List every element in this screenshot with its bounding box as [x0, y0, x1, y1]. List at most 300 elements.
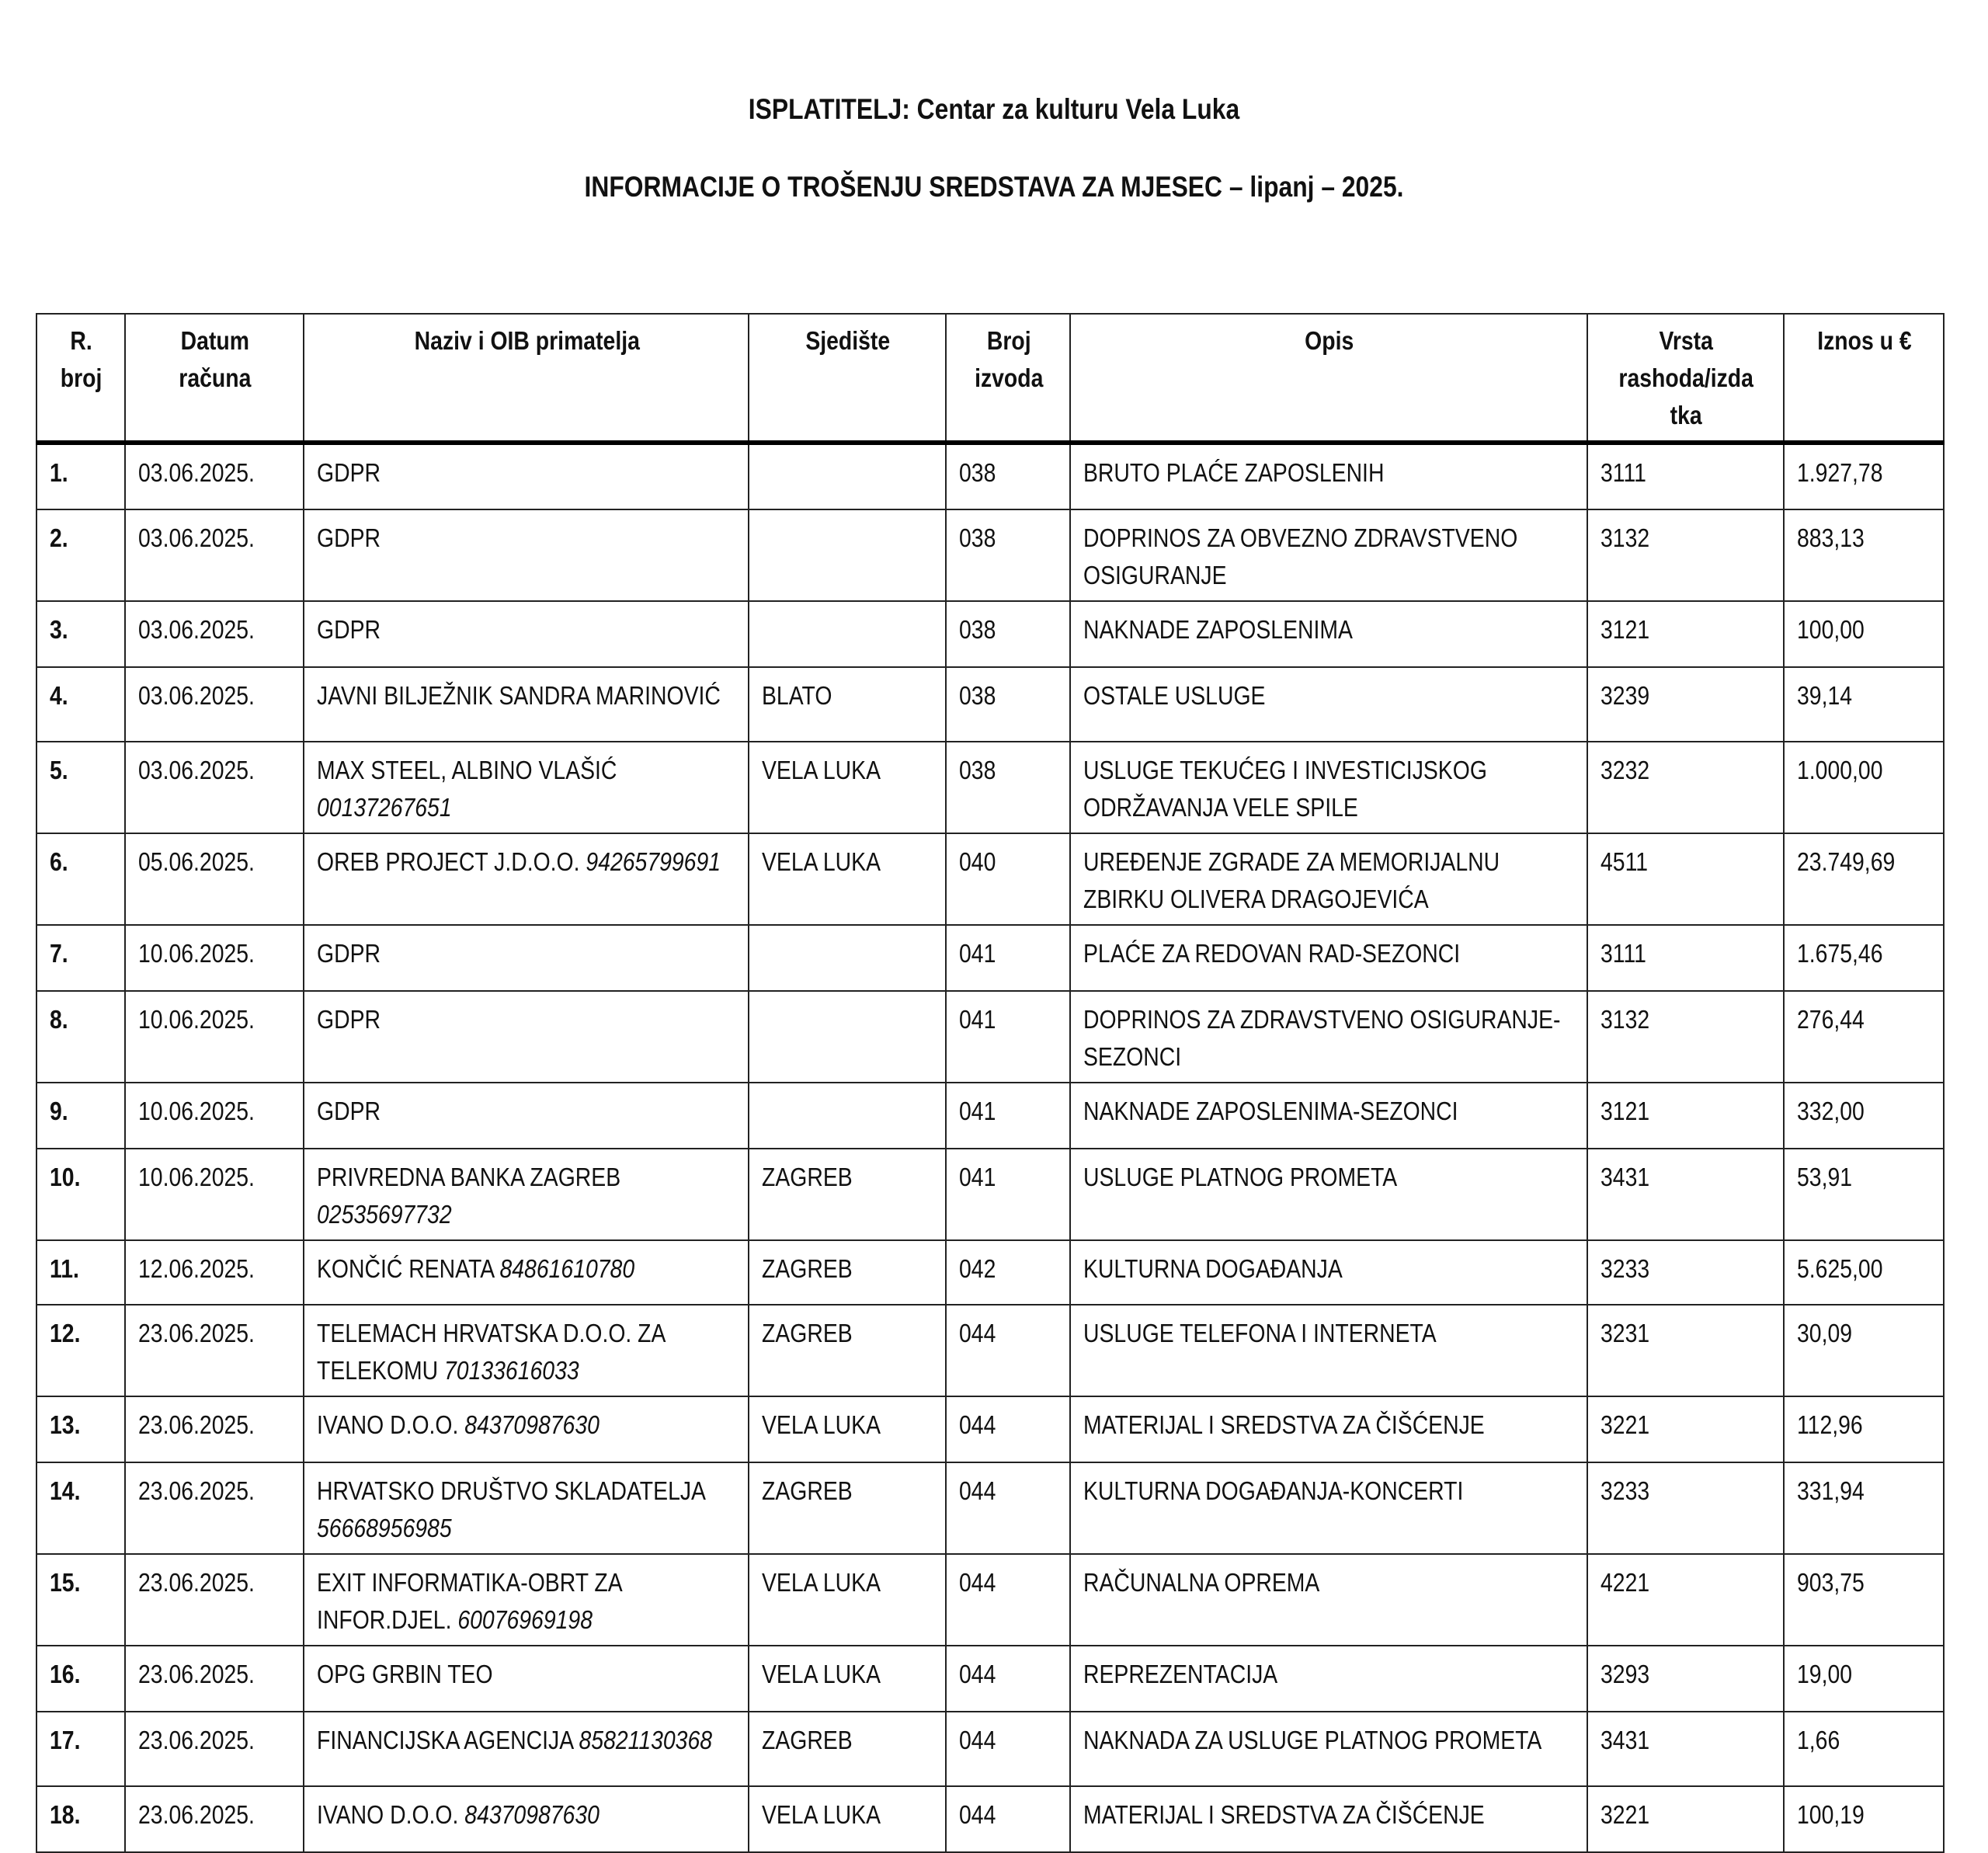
invoice-date-text: 05.06.2025.	[138, 847, 255, 876]
statement-number-text: 044	[959, 1726, 996, 1754]
amount	[1784, 1149, 1944, 1240]
recipient-name: OPG GRBIN TEO	[317, 1660, 493, 1688]
row-number	[36, 1462, 125, 1554]
recipient-name: OREB PROJECT J.D.O.O.	[317, 847, 580, 876]
statement-number	[946, 1149, 1070, 1240]
amount-text: 1.927,78	[1797, 458, 1883, 487]
invoice-date-text: 23.06.2025.	[138, 1476, 255, 1505]
amount-text: 112,96	[1797, 1410, 1863, 1439]
amount	[1784, 1240, 1944, 1305]
description-text: USLUGE TELEFONA I INTERNETA	[1083, 1319, 1437, 1347]
description	[1070, 1462, 1587, 1554]
description-text: PLAĆE ZA REDOVAN RAD-SEZONCI	[1083, 939, 1461, 968]
amount-text: 883,13	[1797, 523, 1865, 552]
invoice-date-text: 03.06.2025.	[138, 681, 255, 710]
recipient	[304, 1396, 749, 1462]
amount-text: 39,14	[1797, 681, 1853, 710]
row-number	[36, 601, 125, 667]
recipient-name: GDPR	[317, 939, 381, 968]
amount-text: 1.000,00	[1797, 756, 1883, 784]
amount-text: 53,91	[1797, 1163, 1853, 1191]
recipient	[304, 991, 749, 1083]
expense-type	[1587, 1396, 1784, 1462]
row-number	[36, 1149, 125, 1240]
expense-type	[1587, 1083, 1784, 1149]
invoice-date-text: 23.06.2025.	[138, 1660, 255, 1688]
recipient	[304, 667, 749, 742]
row-number	[36, 443, 125, 509]
recipient	[304, 1786, 749, 1852]
expense-type-text: 3293	[1600, 1660, 1650, 1688]
table-header-row	[36, 314, 1944, 443]
expense-type	[1587, 1149, 1784, 1240]
statement-number-text: 040	[959, 847, 996, 876]
expense-type	[1587, 833, 1784, 925]
table-row	[36, 742, 1944, 833]
seat-text: VELA LUKA	[762, 1660, 881, 1688]
table-row	[36, 991, 1944, 1083]
recipient	[304, 1646, 749, 1712]
table-row	[36, 1462, 1944, 1554]
description-text: REPREZENTACIJA	[1083, 1660, 1278, 1688]
row-number-text: 4.	[50, 681, 68, 710]
row-number	[36, 667, 125, 742]
invoice-date	[125, 601, 304, 667]
amount	[1784, 833, 1944, 925]
amount-text: 19,00	[1797, 1660, 1853, 1688]
description	[1070, 742, 1587, 833]
statement-number	[946, 1396, 1070, 1462]
expense-type-text: 3233	[1600, 1476, 1650, 1505]
seat	[749, 1786, 946, 1852]
invoice-date	[125, 443, 304, 509]
seat	[749, 1554, 946, 1646]
col-header-amount	[1784, 314, 1944, 443]
row-number-text: 11.	[50, 1254, 79, 1283]
invoice-date	[125, 991, 304, 1083]
row-number	[36, 1305, 125, 1396]
col-header-recipient	[304, 314, 749, 443]
seat	[749, 509, 946, 601]
recipient-oib: 00137267651	[317, 793, 452, 822]
recipient	[304, 1149, 749, 1240]
seat-text: VELA LUKA	[762, 847, 881, 876]
recipient	[304, 1554, 749, 1646]
statement-number	[946, 601, 1070, 667]
seat	[749, 601, 946, 667]
col-header-statement-number	[946, 314, 1070, 443]
header-line: tka	[1670, 401, 1703, 429]
invoice-date-text: 23.06.2025.	[138, 1319, 255, 1347]
row-number	[36, 1646, 125, 1712]
row-number	[36, 1240, 125, 1305]
amount-text: 276,44	[1797, 1005, 1865, 1034]
expense-type-text: 4221	[1600, 1568, 1650, 1597]
description-text: DOPRINOS ZA ZDRAVSTVENO OSIGURANJE-SEZONCI	[1083, 1005, 1561, 1071]
table-row	[36, 1554, 1944, 1646]
statement-number-text: 038	[959, 615, 996, 644]
seat-text: VELA LUKA	[762, 756, 881, 784]
row-number	[36, 1396, 125, 1462]
row-number	[36, 1554, 125, 1646]
statement-number	[946, 1240, 1070, 1305]
expense-type	[1587, 509, 1784, 601]
table-row	[36, 443, 1944, 509]
row-number-text: 1.	[50, 458, 68, 487]
expense-type	[1587, 1646, 1784, 1712]
invoice-date-text: 03.06.2025.	[138, 458, 255, 487]
description-text: USLUGE PLATNOG PROMETA	[1083, 1163, 1398, 1191]
header-line: izvoda	[974, 363, 1044, 392]
description	[1070, 1305, 1587, 1396]
row-number-text: 8.	[50, 1005, 68, 1034]
row-number-text: 16.	[50, 1660, 81, 1688]
description	[1070, 991, 1587, 1083]
description-text: OSTALE USLUGE	[1083, 681, 1266, 710]
amount	[1784, 1396, 1944, 1462]
amount	[1784, 509, 1944, 601]
expense-type-text: 3233	[1600, 1254, 1650, 1283]
expense-type	[1587, 1240, 1784, 1305]
recipient-name: GDPR	[317, 523, 381, 552]
expense-type-text: 3232	[1600, 756, 1650, 784]
recipient	[304, 1083, 749, 1149]
description-text: DOPRINOS ZA OBVEZNO ZDRAVSTVENO OSIGURANJE	[1083, 523, 1518, 589]
table-row	[36, 1240, 1944, 1305]
payer-title: ISPLATITELJ: Centar za kulturu Vela Luka	[748, 93, 1240, 125]
header-line: Sjedište	[805, 326, 891, 355]
statement-number-text: 044	[959, 1568, 996, 1597]
invoice-date-text: 23.06.2025.	[138, 1726, 255, 1754]
seat	[749, 1646, 946, 1712]
recipient	[304, 1462, 749, 1554]
table-row	[36, 1396, 1944, 1462]
description-text: MATERIJAL I SREDSTVA ZA ČIŠĆENJE	[1083, 1800, 1485, 1829]
recipient-name: GDPR	[317, 1097, 381, 1125]
header-line: Opis	[1305, 326, 1354, 355]
table-row	[36, 1646, 1944, 1712]
row-number	[36, 833, 125, 925]
amount-text: 903,75	[1797, 1568, 1865, 1597]
recipient	[304, 833, 749, 925]
recipient-name: HRVATSKO DRUŠTVO SKLADATELJA	[317, 1476, 705, 1505]
recipient-name: TELEMACH HRVATSKA D.O.O. ZA TELEKOMU	[317, 1319, 665, 1385]
recipient-oib: 84861610780	[499, 1254, 635, 1283]
invoice-date-text: 03.06.2025.	[138, 615, 255, 644]
seat	[749, 1240, 946, 1305]
expense-type-text: 3239	[1600, 681, 1650, 710]
col-header-seat	[749, 314, 946, 443]
invoice-date-text: 10.06.2025.	[138, 1097, 255, 1125]
row-number	[36, 925, 125, 991]
recipient-oib: 84370987630	[464, 1800, 600, 1829]
recipient	[304, 1240, 749, 1305]
statement-number	[946, 1305, 1070, 1396]
invoice-date	[125, 1149, 304, 1240]
amount	[1784, 443, 1944, 509]
recipient	[304, 443, 749, 509]
recipient-oib: 60076969198	[457, 1605, 593, 1634]
col-header-expense-type	[1587, 314, 1784, 443]
recipient-name: PRIVREDNA BANKA ZAGREB	[317, 1163, 621, 1191]
statement-number	[946, 1462, 1070, 1554]
seat-text: VELA LUKA	[762, 1410, 881, 1439]
table-row	[36, 509, 1944, 601]
statement-number	[946, 1786, 1070, 1852]
expense-type-text: 3132	[1600, 523, 1650, 552]
amount-text: 331,94	[1797, 1476, 1865, 1505]
expense-type-text: 3221	[1600, 1800, 1650, 1829]
invoice-date-text: 12.06.2025.	[138, 1254, 255, 1283]
statement-number-text: 044	[959, 1476, 996, 1505]
col-header-invoice-date	[125, 314, 304, 443]
seat	[749, 667, 946, 742]
description	[1070, 509, 1587, 601]
statement-number-text: 044	[959, 1410, 996, 1439]
expense-type	[1587, 742, 1784, 833]
description-text: NAKNADE ZAPOSLENIMA	[1083, 615, 1353, 644]
expense-type-text: 3221	[1600, 1410, 1650, 1439]
expense-type	[1587, 1786, 1784, 1852]
invoice-date	[125, 1554, 304, 1646]
invoice-date	[125, 1083, 304, 1149]
recipient-name: JAVNI BILJEŽNIK SANDRA MARINOVIĆ	[317, 681, 721, 710]
invoice-date	[125, 1462, 304, 1554]
row-number	[36, 742, 125, 833]
row-number-text: 6.	[50, 847, 68, 876]
row-number-text: 2.	[50, 523, 68, 552]
description	[1070, 1554, 1587, 1646]
amount	[1784, 1462, 1944, 1554]
description	[1070, 1240, 1587, 1305]
row-number-text: 3.	[50, 615, 68, 644]
row-number-text: 14.	[50, 1476, 81, 1505]
amount	[1784, 667, 1944, 742]
seat	[749, 1462, 946, 1554]
invoice-date-text: 10.06.2025.	[138, 1005, 255, 1034]
statement-number-text: 038	[959, 681, 996, 710]
table-body	[36, 443, 1944, 1852]
amount	[1784, 1646, 1944, 1712]
recipient-name: KONČIĆ RENATA	[317, 1254, 494, 1283]
header-line: R.	[70, 326, 93, 355]
col-header-row-number	[36, 314, 125, 443]
row-number	[36, 509, 125, 601]
recipient	[304, 509, 749, 601]
table-row	[36, 1149, 1944, 1240]
seat-text: ZAGREB	[762, 1163, 853, 1191]
invoice-date	[125, 1305, 304, 1396]
row-number	[36, 1786, 125, 1852]
expenditure-table	[36, 313, 1945, 1853]
header-line: rashoda/izda	[1618, 363, 1754, 392]
invoice-date-text: 23.06.2025.	[138, 1800, 255, 1829]
statement-number	[946, 667, 1070, 742]
description	[1070, 1646, 1587, 1712]
amount-text: 1.675,46	[1797, 939, 1883, 968]
amount	[1784, 1083, 1944, 1149]
recipient-name: GDPR	[317, 1005, 381, 1034]
document-subtitle: INFORMACIJE O TROŠENJU SREDSTAVA ZA MJESEC – lipanj – 2025.	[584, 171, 1404, 203]
amount	[1784, 991, 1944, 1083]
row-number-text: 5.	[50, 756, 68, 784]
row-number-text: 15.	[50, 1568, 81, 1597]
amount-text: 5.625,00	[1797, 1254, 1883, 1283]
invoice-date-text: 10.06.2025.	[138, 939, 255, 968]
seat	[749, 1083, 946, 1149]
seat	[749, 833, 946, 925]
col-header-description	[1070, 314, 1587, 443]
recipient-name: IVANO D.O.O.	[317, 1800, 459, 1829]
statement-number-text: 041	[959, 1005, 996, 1034]
amount	[1784, 1554, 1944, 1646]
header-line: broj	[61, 363, 103, 392]
row-number-text: 13.	[50, 1410, 81, 1439]
recipient	[304, 925, 749, 991]
expense-type	[1587, 667, 1784, 742]
expense-type-text: 3231	[1600, 1319, 1650, 1347]
amount	[1784, 1786, 1944, 1852]
invoice-date	[125, 667, 304, 742]
description-text: UREĐENJE ZGRADE ZA MEMORIJALNU ZBIRKU OLIVERA DRAGOJEVIĆA	[1083, 847, 1500, 913]
recipient-oib: 94265799691	[586, 847, 721, 876]
row-number-text: 12.	[50, 1319, 81, 1347]
recipient-oib: 02535697732	[317, 1200, 452, 1229]
description-text: NAKNADE ZAPOSLENIMA-SEZONCI	[1083, 1097, 1458, 1125]
amount-text: 1,66	[1797, 1726, 1840, 1754]
expense-type	[1587, 443, 1784, 509]
invoice-date	[125, 1396, 304, 1462]
amount-text: 30,09	[1797, 1319, 1853, 1347]
seat-text: ZAGREB	[762, 1726, 853, 1754]
row-number-text: 9.	[50, 1097, 68, 1125]
recipient-name: FINANCIJSKA AGENCIJA	[317, 1726, 573, 1754]
amount	[1784, 601, 1944, 667]
statement-number-text: 044	[959, 1319, 996, 1347]
recipient-name: IVANO D.O.O.	[317, 1410, 459, 1439]
expense-type-text: 3431	[1600, 1163, 1650, 1191]
seat	[749, 991, 946, 1083]
row-number-text: 10.	[50, 1163, 81, 1191]
header-line: Iznos u €	[1817, 326, 1912, 355]
invoice-date-text: 03.06.2025.	[138, 523, 255, 552]
amount	[1784, 925, 1944, 991]
expense-type	[1587, 1554, 1784, 1646]
expense-type-text: 3132	[1600, 1005, 1650, 1034]
header-line: Broj	[986, 326, 1031, 355]
row-number-text: 17.	[50, 1726, 81, 1754]
expense-type-text: 3121	[1600, 1097, 1650, 1125]
statement-number-text: 044	[959, 1800, 996, 1829]
expense-type	[1587, 601, 1784, 667]
description	[1070, 1396, 1587, 1462]
recipient-name: GDPR	[317, 615, 381, 644]
description	[1070, 833, 1587, 925]
seat	[749, 1305, 946, 1396]
header-line: računa	[179, 363, 252, 392]
seat-text: VELA LUKA	[762, 1568, 881, 1597]
description	[1070, 443, 1587, 509]
recipient-name: EXIT INFORMATIKA-OBRT ZA INFOR.DJEL.	[317, 1568, 622, 1634]
statement-number-text: 044	[959, 1660, 996, 1688]
invoice-date-text: 23.06.2025.	[138, 1568, 255, 1597]
description-text: MATERIJAL I SREDSTVA ZA ČIŠĆENJE	[1083, 1410, 1485, 1439]
table-row	[36, 833, 1944, 925]
statement-number	[946, 925, 1070, 991]
invoice-date-text: 10.06.2025.	[138, 1163, 255, 1191]
amount	[1784, 742, 1944, 833]
recipient-oib: 85821130368	[579, 1726, 713, 1754]
description	[1070, 925, 1587, 991]
invoice-date-text: 23.06.2025.	[138, 1410, 255, 1439]
invoice-date	[125, 833, 304, 925]
seat-text: BLATO	[762, 681, 832, 710]
amount-text: 23.749,69	[1797, 847, 1896, 876]
seat	[749, 742, 946, 833]
statement-number-text: 042	[959, 1254, 996, 1283]
recipient	[304, 601, 749, 667]
seat-text: ZAGREB	[762, 1319, 853, 1347]
statement-number	[946, 1554, 1070, 1646]
statement-number	[946, 1083, 1070, 1149]
statement-number	[946, 1646, 1070, 1712]
description	[1070, 1149, 1587, 1240]
seat	[749, 1396, 946, 1462]
header-line: Naziv i OIB primatelja	[414, 326, 640, 355]
expense-type-text: 3121	[1600, 615, 1650, 644]
table-row	[36, 1083, 1944, 1149]
seat-text: ZAGREB	[762, 1476, 853, 1505]
invoice-date	[125, 925, 304, 991]
expense-type	[1587, 1462, 1784, 1554]
recipient-oib: 84370987630	[464, 1410, 600, 1439]
description-text: RAČUNALNA OPREMA	[1083, 1568, 1320, 1597]
description	[1070, 667, 1587, 742]
expense-type-text: 3111	[1600, 939, 1646, 968]
description-text: NAKNADA ZA USLUGE PLATNOG PROMETA	[1083, 1726, 1542, 1754]
statement-number-text: 038	[959, 458, 996, 487]
header-line: Datum	[180, 326, 250, 355]
expense-type-text: 4511	[1600, 847, 1649, 876]
seat	[749, 1149, 946, 1240]
amount	[1784, 1305, 1944, 1396]
recipient	[304, 742, 749, 833]
seat-text: ZAGREB	[762, 1254, 853, 1283]
statement-number	[946, 742, 1070, 833]
header-line: Vrsta	[1659, 326, 1714, 355]
invoice-date-text: 03.06.2025.	[138, 756, 255, 784]
statement-number-text: 038	[959, 523, 996, 552]
seat	[749, 925, 946, 991]
invoice-date	[125, 1646, 304, 1712]
statement-number	[946, 509, 1070, 601]
row-number-text: 18.	[50, 1800, 81, 1829]
statement-number	[946, 833, 1070, 925]
recipient-oib: 70133616033	[444, 1356, 579, 1385]
description-text: KULTURNA DOGAĐANJA	[1083, 1254, 1343, 1283]
statement-number	[946, 443, 1070, 509]
statement-number-text: 038	[959, 756, 996, 784]
statement-number-text: 041	[959, 939, 996, 968]
statement-number-text: 041	[959, 1163, 996, 1191]
description-text: USLUGE TEKUĆEG I INVESTICIJSKOG ODRŽAVANJA VELE SPILE	[1083, 756, 1487, 822]
row-number-text: 7.	[50, 939, 68, 968]
expense-type-text: 3431	[1600, 1726, 1650, 1754]
expense-type-text: 3111	[1600, 458, 1646, 487]
amount-text: 100,00	[1797, 615, 1865, 644]
amount-text: 100,19	[1797, 1800, 1865, 1829]
description	[1070, 1083, 1587, 1149]
